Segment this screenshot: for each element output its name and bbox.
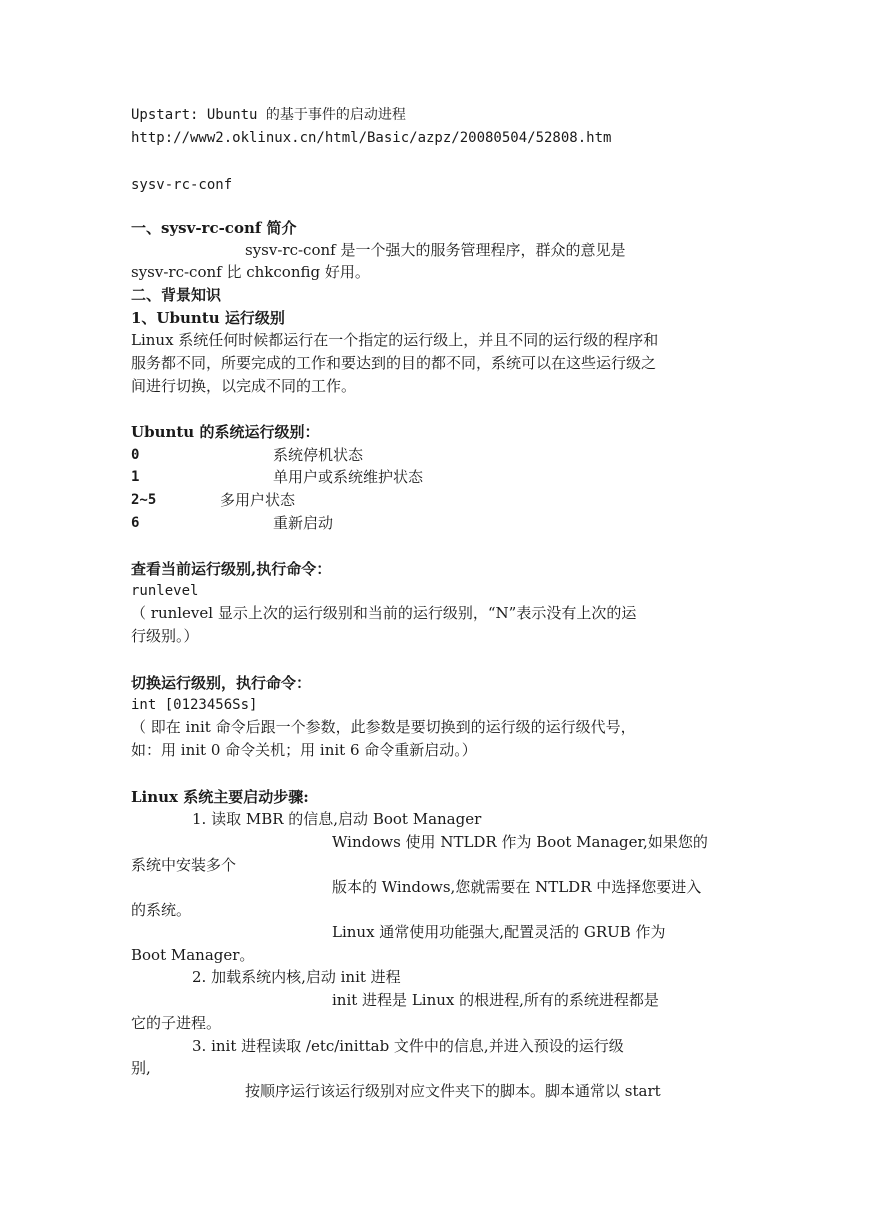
level-number: 1 bbox=[131, 469, 140, 485]
boot-step-1-detail: 系统中安装多个 bbox=[131, 856, 237, 874]
runlevel-command: runlevel bbox=[131, 583, 199, 599]
level-description: 单用户或系统维护状态 bbox=[273, 468, 424, 486]
upstart-url[interactable]: http://www2.oklinux.cn/html/Basic/azpz/20080504/52808.htm bbox=[131, 130, 612, 146]
runlevel-heading: 查看当前运行级别,执行命令： bbox=[131, 560, 332, 578]
boot-step-1-detail: 的系统。 bbox=[131, 901, 192, 919]
boot-step-1-detail: Linux 通常使用功能强大,配置灵活的 GRUB 作为 bbox=[332, 923, 666, 941]
runlevel-note-line1: （ runlevel 显示上次的运行级别和当前的运行级别，“N”表示没有上次的运 bbox=[131, 604, 637, 622]
level-number: 2~5 bbox=[131, 492, 157, 508]
level-row bbox=[131, 513, 731, 533]
level-row bbox=[131, 467, 731, 487]
boot-heading: Linux 系统主要启动步骤: bbox=[131, 788, 309, 806]
boot-step-1-detail: Boot Manager。 bbox=[131, 946, 255, 964]
levels-heading: Ubuntu 的系统运行级别： bbox=[131, 423, 320, 441]
switch-note-line1: （ 即在 init 命令后跟一个参数，此参数是要切换到的运行级的运行级代号， bbox=[131, 718, 636, 736]
level-description: 多用户状态 bbox=[220, 491, 296, 509]
switch-command: int [0123456Ss] bbox=[131, 697, 258, 713]
section1-text-line1: sysv-rc-conf 是一个强大的服务管理程序，群众的意见是 bbox=[245, 241, 626, 259]
section2-paragraph-line2: 服务都不同，所要完成的工作和要达到的目的都不同，系统可以在这些运行级之 bbox=[131, 354, 657, 372]
level-description: 重新启动 bbox=[273, 514, 334, 532]
section1-text-line2: sysv-rc-conf 比 chkconfig 好用。 bbox=[131, 263, 370, 281]
document-title: sysv-rc-conf bbox=[131, 177, 233, 193]
upstart-title: Upstart: Ubuntu 的基于事件的启动进程 bbox=[131, 107, 406, 123]
boot-step-2-detail: init 进程是 Linux 的根进程,所有的系统进程都是 bbox=[332, 991, 659, 1009]
boot-step-3: 3. init 进程读取 /etc/inittab 文件中的信息,并进入预设的运行级 bbox=[192, 1037, 624, 1055]
level-row bbox=[131, 445, 731, 465]
level-number: 0 bbox=[131, 447, 140, 463]
section2-subheading: 1、Ubuntu 运行级别 bbox=[131, 309, 285, 327]
section2-paragraph-line1: Linux 系统任何时候都运行在一个指定的运行级上，并且不同的运行级的程序和 bbox=[131, 331, 659, 349]
boot-step-3-detail: 按顺序运行该运行级别对应文件夹下的脚本。脚本通常以 start bbox=[245, 1082, 661, 1100]
switch-note-line2: 如：用 init 0 命令关机；用 init 6 命令重新启动。） bbox=[131, 741, 477, 759]
boot-step-3-detail: 别, bbox=[131, 1059, 151, 1077]
level-row bbox=[131, 490, 731, 510]
boot-step-1-detail: 版本的 Windows,您就需要在 NTLDR 中选择您要进入 bbox=[332, 878, 702, 896]
level-number: 6 bbox=[131, 515, 140, 531]
boot-step-2-detail: 它的子进程。 bbox=[131, 1014, 222, 1032]
switch-heading: 切换运行级别，执行命令： bbox=[131, 674, 312, 692]
level-description: 系统停机状态 bbox=[273, 446, 364, 464]
runlevel-note-line2: 行级别。） bbox=[131, 627, 199, 645]
boot-step-2: 2. 加载系统内核,启动 init 进程 bbox=[192, 968, 401, 986]
boot-step-1: 1. 读取 MBR 的信息,启动 Boot Manager bbox=[192, 810, 482, 828]
section1-heading: 一、sysv-rc-conf 简介 bbox=[131, 219, 297, 237]
section2-heading: 二、背景知识 bbox=[131, 286, 222, 304]
section2-paragraph-line3: 间进行切换，以完成不同的工作。 bbox=[131, 377, 357, 395]
boot-step-1-detail: Windows 使用 NTLDR 作为 Boot Manager,如果您的 bbox=[332, 833, 708, 851]
